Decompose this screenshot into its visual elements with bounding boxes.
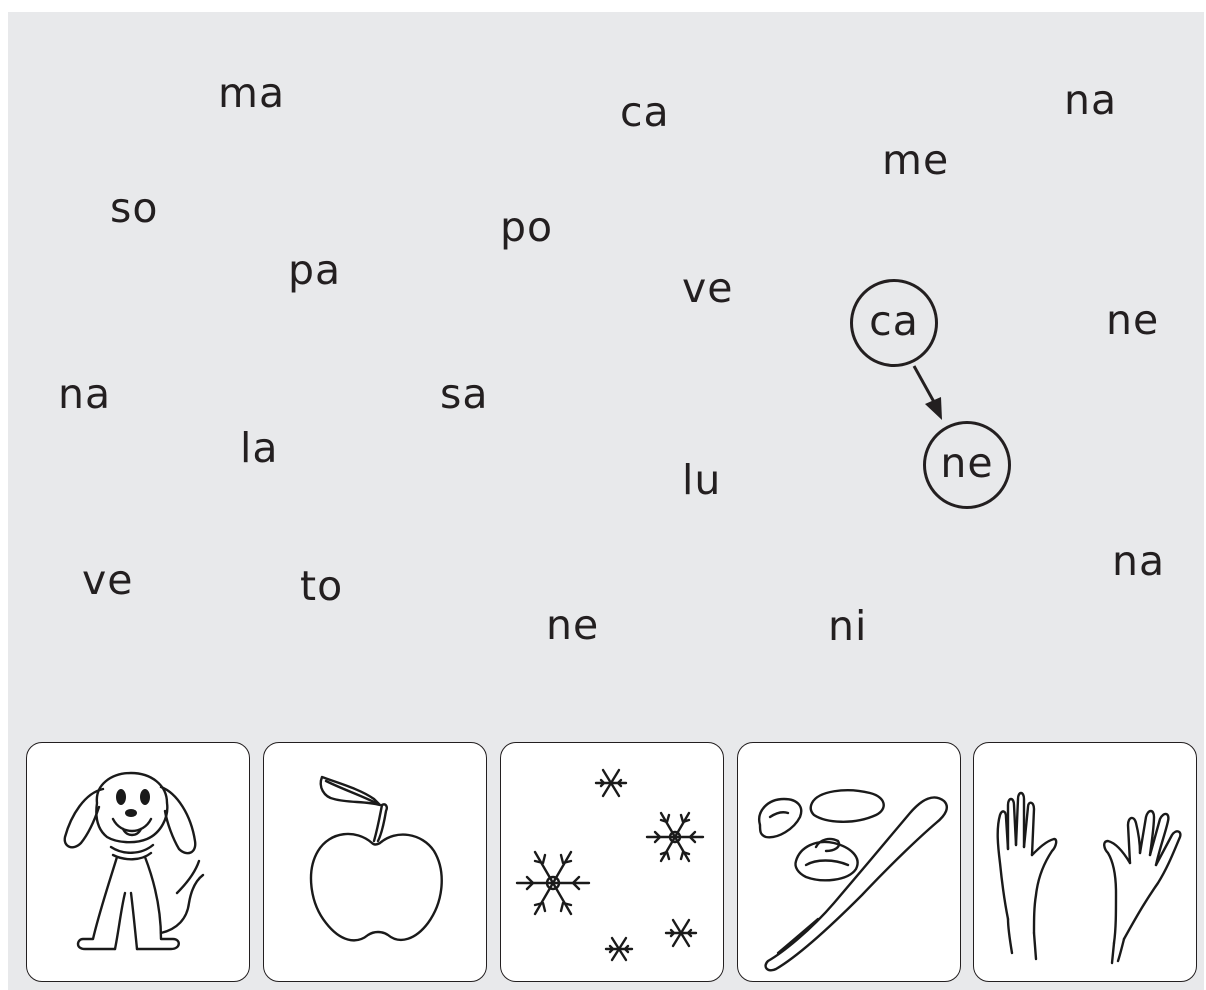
syllable: pa xyxy=(288,246,342,294)
syllable: so xyxy=(110,184,159,232)
apple-icon xyxy=(264,743,487,982)
dog-icon xyxy=(27,743,250,982)
syllable: ne xyxy=(1106,296,1160,344)
example-second-syllable: ne xyxy=(940,438,994,487)
syllable: na xyxy=(1064,76,1118,124)
picture-card-apple xyxy=(263,742,487,982)
syllable: ne xyxy=(546,601,600,649)
syllable: ma xyxy=(218,69,286,117)
syllable: me xyxy=(882,136,950,184)
snowflakes-icon xyxy=(501,743,724,982)
syllable: lu xyxy=(682,456,722,504)
example-first-syllable: ca xyxy=(869,296,919,345)
syllable: na xyxy=(58,370,112,418)
picture-card-bread xyxy=(737,742,961,982)
bread-icon xyxy=(738,743,961,982)
picture-card-snowflakes xyxy=(500,742,724,982)
picture-card-dog xyxy=(26,742,250,982)
syllable: po xyxy=(500,203,554,251)
syllable: ca xyxy=(620,88,670,136)
syllable: ve xyxy=(82,556,134,604)
syllable: to xyxy=(300,562,344,610)
example-circle-second xyxy=(923,421,1011,509)
syllable: na xyxy=(1112,537,1166,585)
hands-icon xyxy=(974,743,1197,982)
syllable: ve xyxy=(682,264,734,312)
syllable: la xyxy=(240,424,279,472)
picture-card-hands xyxy=(973,742,1197,982)
syllable: sa xyxy=(440,370,489,418)
example-circle-first xyxy=(850,279,938,367)
syllable: ni xyxy=(828,602,868,650)
